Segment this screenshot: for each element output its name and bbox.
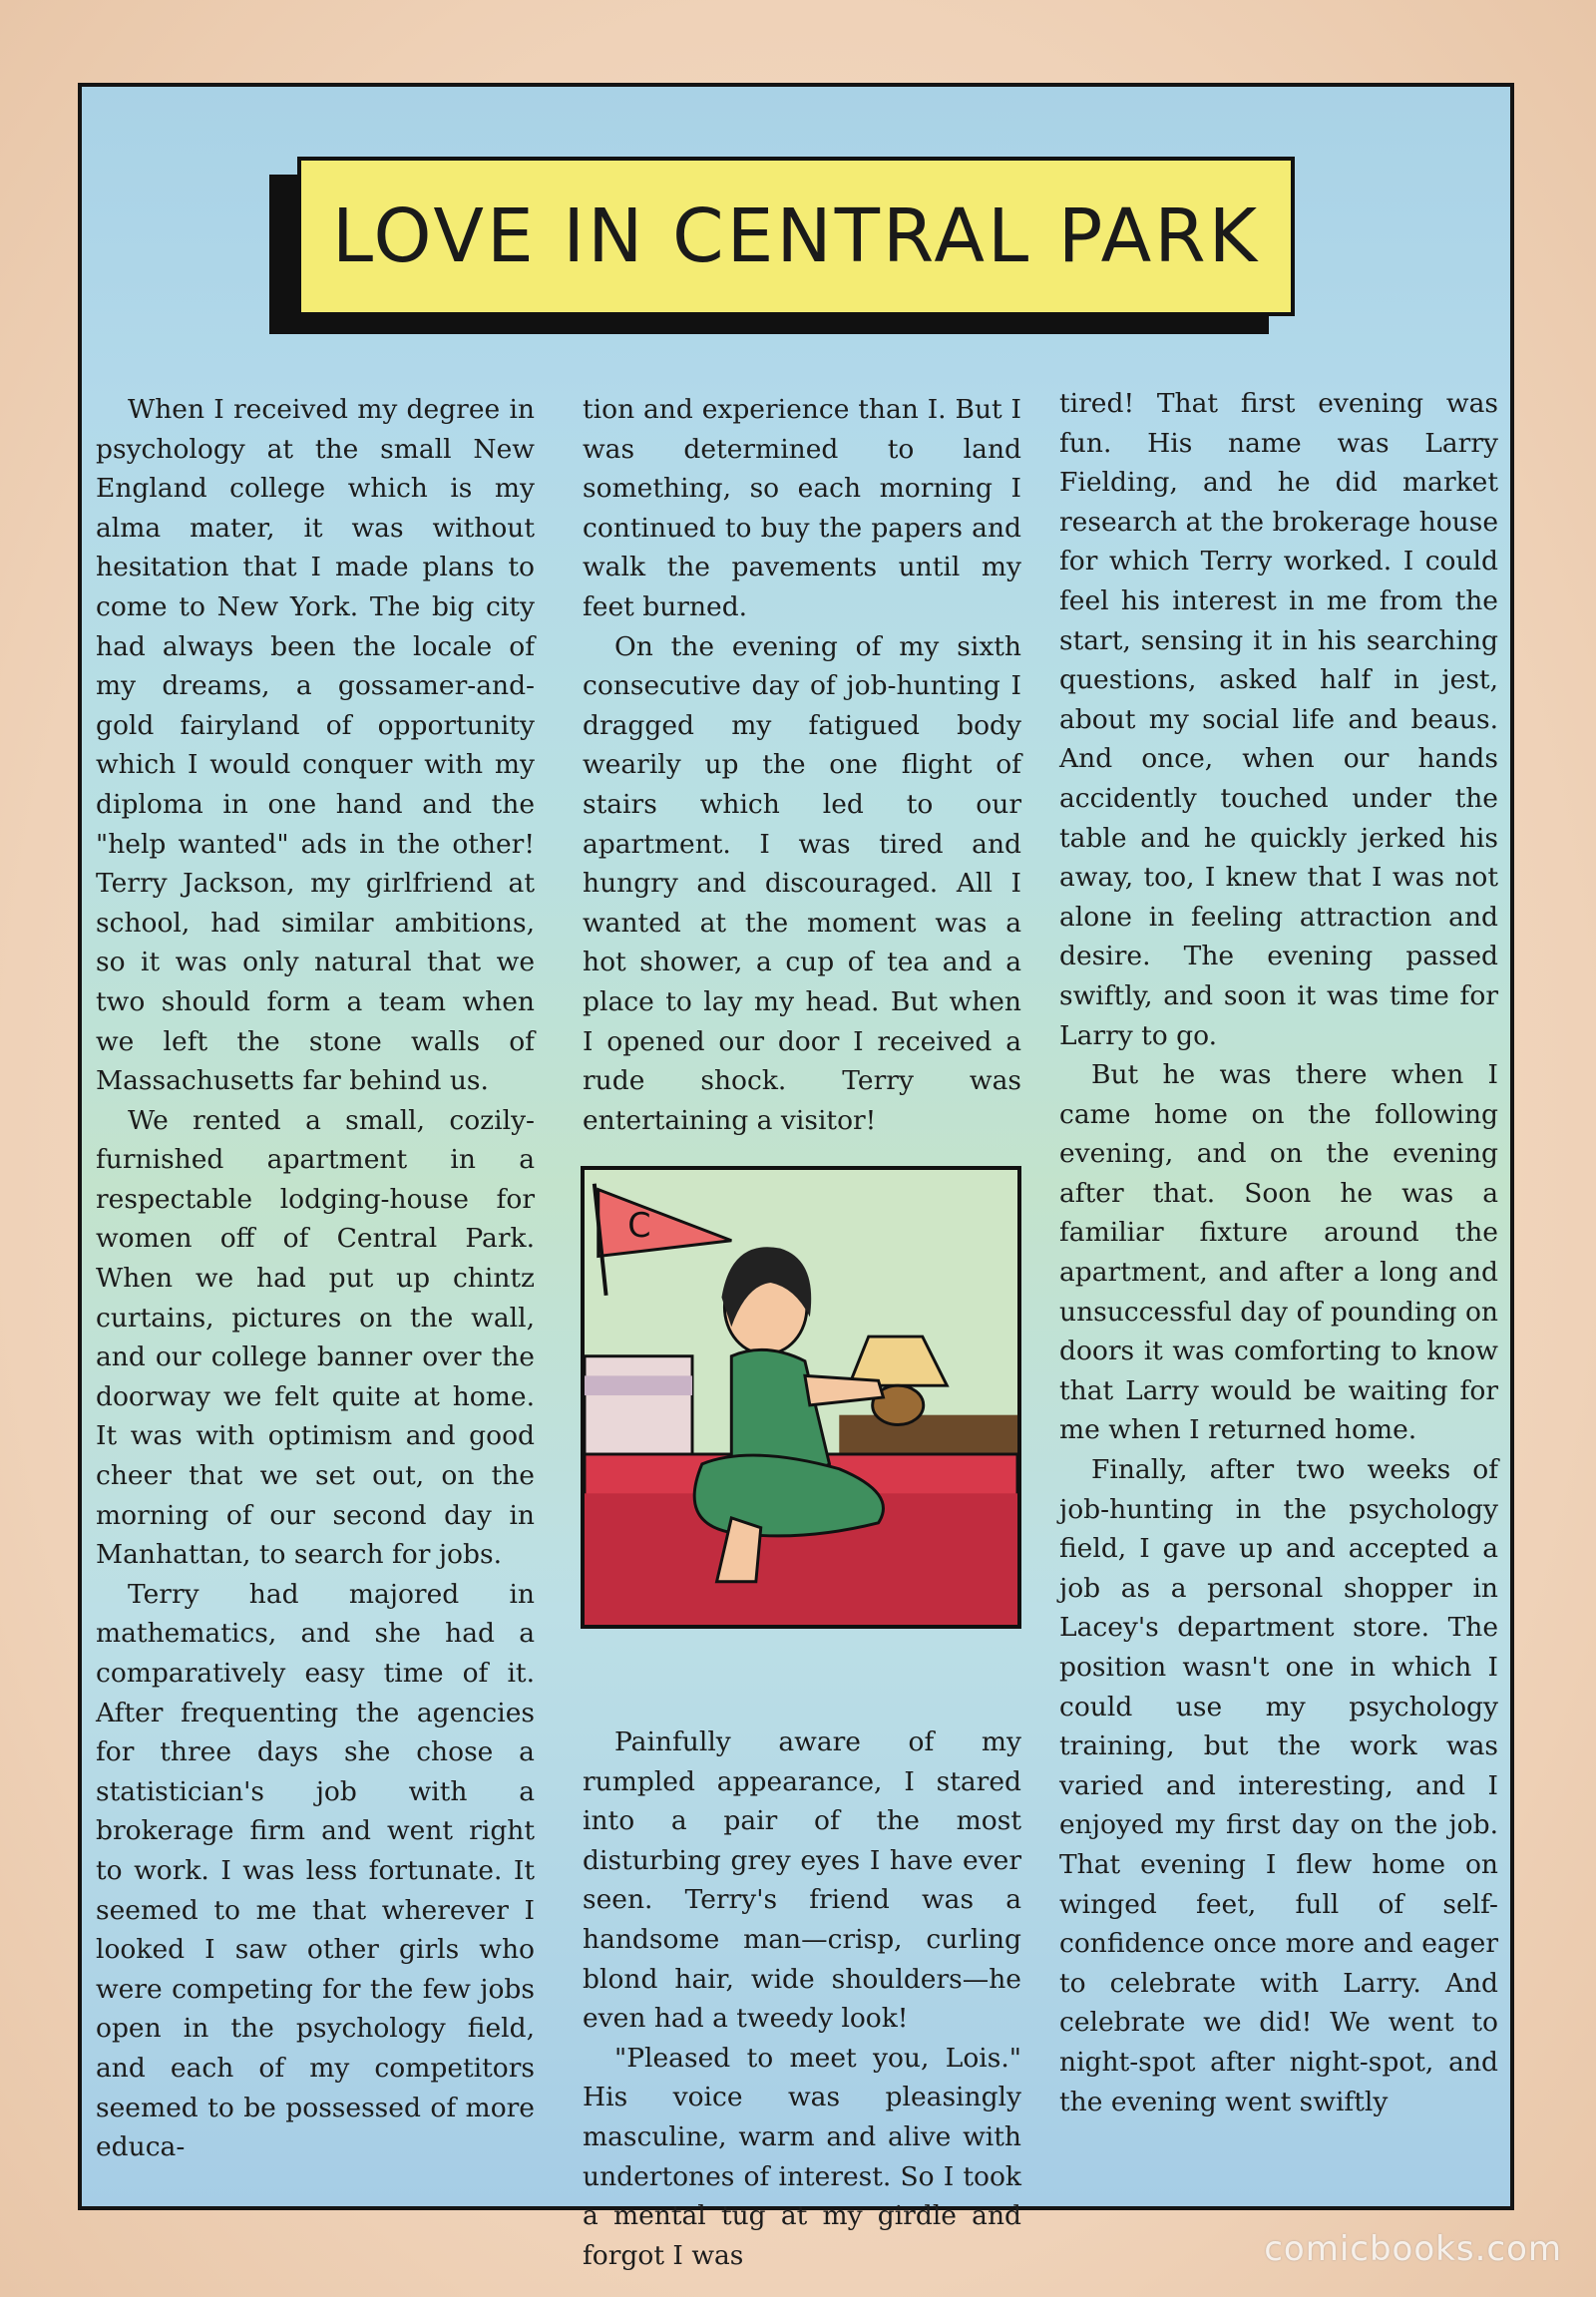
paragraph: But he was there when I came home on the following evening, and on the evening after that. Soon he was a familiar fixture around the apartment, and after a long and unsuccessful day of pounding on doors it was comforting to know that Larry would be waiting for me when I returned home. [1059, 1059, 1498, 1446]
story-title: LOVE IN CENTRAL PARK [331, 193, 1261, 279]
text-column-1 [96, 390, 535, 2195]
text-column-3 [1059, 384, 1498, 2189]
story-illustration [581, 1166, 1021, 1629]
text-column-2-top [583, 390, 1021, 1148]
paragraph: tion and experience than I. But I was determined to land something, so each morning I continued to buy the papers and walk the pavements until my feet burned. [583, 394, 1021, 622]
paragraph: Finally, after two weeks of job-hunting in the psychology field, I gave up and accepted a job as a personal shopper in Lacey's department store. The position wasn't one in which I could use my psychology training, but the work was varied and interesting, and I enjoyed my first day on the job. That evening I flew home on winged feet, full of self-confidence once more and eager to celebrate with Larry. And celebrate we did! We went to night-spot after night-spot, and the evening went swiftly [1059, 1454, 1498, 2117]
paragraph: tired! That first evening was fun. His name was Larry Fielding, and he did market research at the brokerage house for which Terry worked. I could feel his interest in me from the start, sensing it in his searching questions, asked half in jest, about my social life and beaus. And once, when our hands accidently touched under the table and he quickly jerked his away, too, I knew that I was not alone in feeling attraction and desire. The evening passed swiftly, and soon it was time for Larry to go. [1059, 388, 1498, 1051]
pennant-letter: C [627, 1205, 651, 1245]
paragraph: Terry had majored in mathematics, and she had a comparatively easy time of it. After frequenting the agencies for three days she chose a statistician's job with a brokerage firm and went right to work. I was less fortunate. It seemed to me that wherever I looked I saw other girls who were competing for the few jobs open in the psychology field, and each of my competitors seemed to be possessed of more educa- [96, 1578, 535, 2163]
paragraph: On the evening of my sixth consecutive day of job-hunting I dragged my fatigued body wearily up the one flight of stairs which led to our apartment. I was tired and hungry and discouraged. All I wanted at the moment was a hot shower, a cup of tea and a place to lay my head. But when I opened our door I received a rude shock. Terry was entertaining a visitor! [583, 630, 1021, 1136]
text-column-2-bottom [583, 1723, 1021, 2281]
title-box [297, 157, 1295, 316]
paragraph: "Pleased to meet you, Lois." His voice was pleasingly masculine, warm and alive with undertones of interest. So I took a mental tug at my girdle and forgot I was [583, 2042, 1021, 2271]
illustration-art [585, 1170, 1017, 1625]
paragraph: When I received my degree in psychology at the small New England college which is my alma mater, it was without hesitation that I made plans to come to New York. The big city had always been the locale of my dreams, a gossamer-and-gold fairyland of opportunity which I would conquer with my diploma in one hand and the "help wanted" ads in the other! Terry Jackson, my girlfriend at school, had similar ambitions, so it was only natural that we two should form a team when we left the stone walls of Massachusetts far behind us. [96, 394, 535, 1097]
paragraph: Painfully aware of my rumpled appearance, I stared into a pair of the most disturbing grey eyes I have ever seen. Terry's friend was a handsome man—crisp, curling blond hair, wide shoulders—he even had a tweedy look! [583, 1726, 1021, 2035]
paragraph: We rented a small, cozily-furnished apartment in a respectable lodging-house for women off of Central Park. When we had put up chintz curtains, pictures on the wall, and our college banner over the doorway we felt quite at home. It was with optimism and good cheer that we set out, on the morning of our second day in Manhattan, to search for jobs. [96, 1104, 535, 1571]
watermark: comicbooks.com [1264, 2229, 1562, 2269]
